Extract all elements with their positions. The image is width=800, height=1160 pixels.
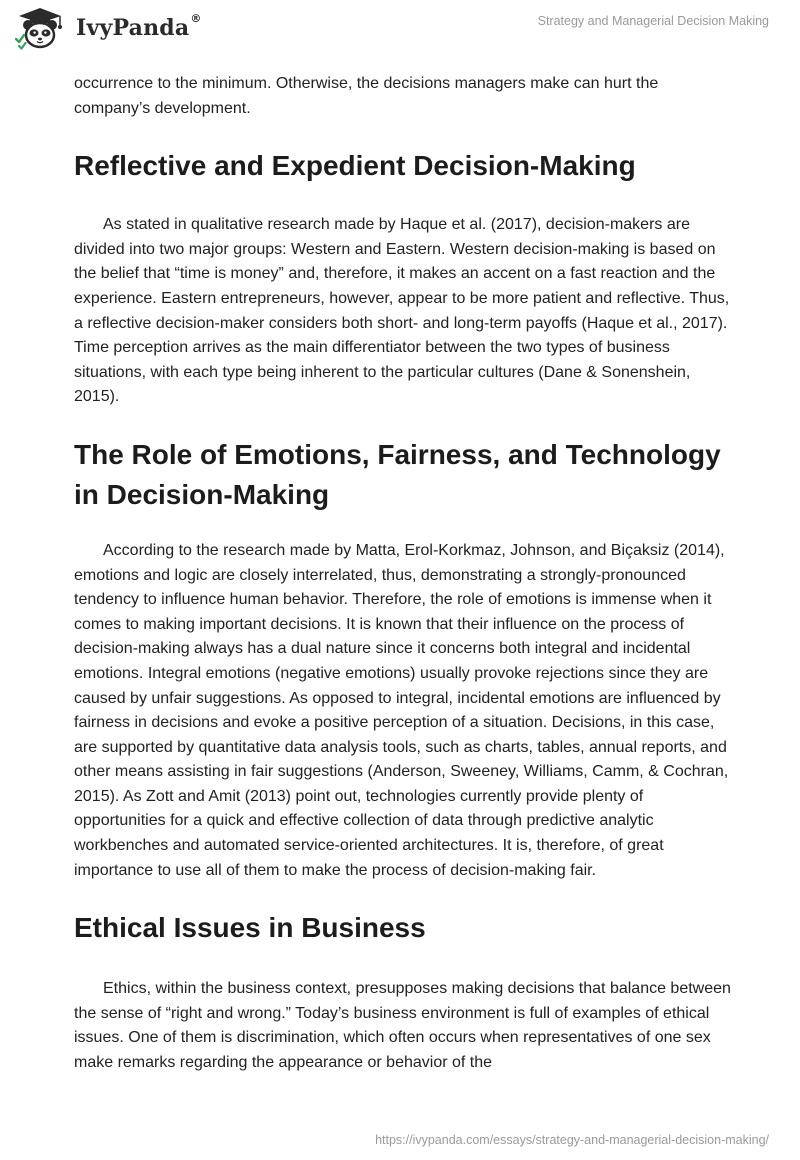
section-paragraph: As stated in qualitative research made by Haque et al. (2017), decision-makers are divided into two major groups: Western and Eastern. Western decision-making is based on the belief that “time is money” and, therefore, it makes an accent on a fast reaction and the experience. Eastern entrepreneurs, however, appear to be more patient and reflective. Thus, a reflective decision-maker considers both short- and long-term payoffs (Haque et al., 2017). Time perception arrives as the main differentiator between the two types of business situations, with each type being inherent to the particular cultures (Dane & Sonenshein, 2015).: [74, 216, 730, 406]
logo-wordmark: IvyPanda®: [76, 12, 202, 41]
panda-graduate-icon: [14, 6, 66, 50]
page-header: [0, 0, 800, 60]
ivypanda-logo[interactable]: [14, 6, 202, 50]
section-paragraph: Ethics, within the business context, presupposes making decisions that balance between the sense of “right and wrong.” Today’s business environment is full of examples of ethical issues. One of them is discrimination, which often occurs when representatives of one sex make remarks regarding the appearance or behavior of the: [74, 980, 731, 1072]
section-heading: Reflective and Expedient Decision-Making: [74, 150, 636, 182]
source-url-link[interactable]: https://ivypanda.com/essays/strategy-and-managerial-decision-making/: [375, 1133, 769, 1147]
registered-mark: ®: [190, 12, 202, 25]
section-heading: The Role of Emotions, Fairness, and Technology in Decision-Making: [74, 438, 721, 510]
section-heading: Ethical Issues in Business: [74, 912, 426, 944]
essay-body: [74, 72, 736, 1076]
document-title: Strategy and Managerial Decision Making: [537, 14, 769, 28]
intro-paragraph: occurrence to the minimum. Otherwise, the decisions managers make can hurt the company’s development.: [74, 75, 659, 117]
section-paragraph: According to the research made by Matta, Erol-Korkmaz, Johnson, and Biçaksiz (2014), emotions and logic are closely interrelated, thus, demonstrating a strongly-pronounced tendency to influence human behavior. Therefore, the role of emotions is immense when it comes to making important decisions. It is known that their influence on the process of decision-making always has a dual nature since it concerns both integral and incidental emotions. Integral emotions (negative emotions) usually provoke rejections since they are caused by unfair suggestions. As opposed to integral, incidental emotions are influenced by fairness in decisions and evoke a positive perception of a situation. Decisions, in this case, are supported by quantitative data analysis tools, such as charts, tables, annual reports, and other means assisting in fair suggestions (Anderson, Sweeney, Williams, Camm, & Cochran, 2015). As Zott and Amit (2013) point out, technologies currently provide plenty of opportunities for a quick and effective collection of data through predictive analytic workbenches and automated service-oriented architectures. It is, therefore, of great importance to use all of them to make the process of decision-making fair.: [74, 541, 729, 879]
